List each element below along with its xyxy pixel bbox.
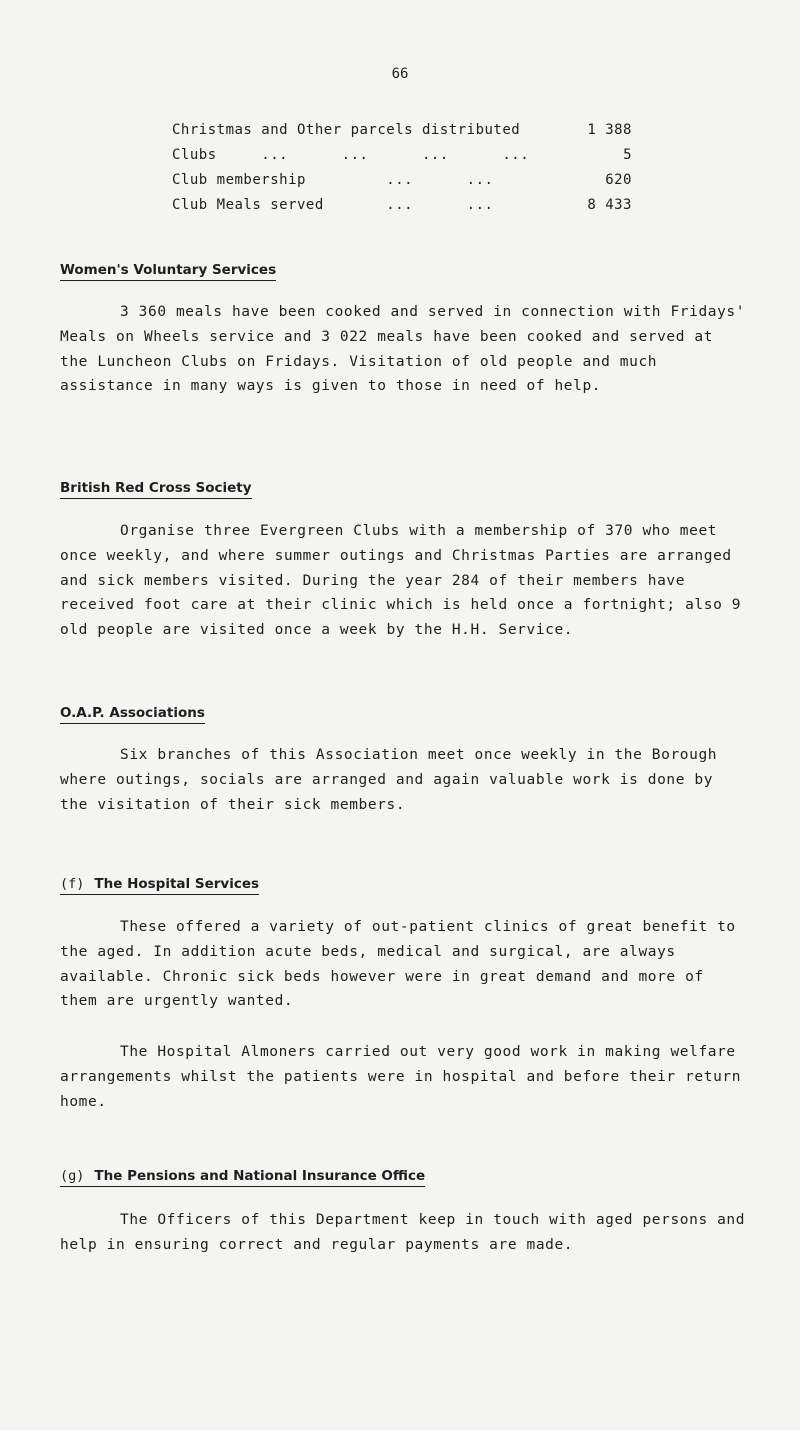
stat-label: Club membership ... ... bbox=[172, 172, 494, 188]
stat-value: 5 bbox=[623, 147, 632, 163]
statistics-table bbox=[172, 118, 632, 218]
section-heading-pensions-office bbox=[60, 1168, 425, 1187]
stat-value: 1 388 bbox=[587, 122, 632, 138]
paragraph-oap-associations: Six branches of this Association meet once weekly in the Borough where outings, socials are arranged and again valuable work is done by the visitation of their sick members. bbox=[60, 747, 718, 813]
stat-row bbox=[172, 143, 632, 168]
stat-value: 8 433 bbox=[587, 197, 632, 213]
paragraph-pensions-office: The Officers of this Department keep in touch with aged persons and help in ensuring correct and regular payments are made. bbox=[60, 1212, 746, 1253]
stat-label: Club Meals served ... ... bbox=[172, 197, 494, 213]
page-number: 66 bbox=[391, 66, 409, 82]
paragraph-hospital-services-1: These offered a variety of out-patient clinics of great benefit to the aged. In addition acute beds, medical and surgical, are always available. Chronic sick beds however were in great demand and more of them are urgently wanted. bbox=[60, 919, 736, 1010]
stat-value: 620 bbox=[605, 172, 632, 188]
section-heading-text: The Hospital Services bbox=[94, 876, 260, 892]
section-prefix: (f) bbox=[60, 876, 85, 892]
paragraph-womens-voluntary-services: 3 360 meals have been cooked and served in connection with Fridays' Meals on Wheels service and 3 022 meals have been cooked and served at the Luncheon Clubs on Fridays. Visitation of old people and much assistance in many ways is given to those in need of help. bbox=[60, 304, 746, 395]
section-heading-womens-voluntary-services: Women's Voluntary Services bbox=[60, 262, 276, 281]
section-prefix: (g) bbox=[60, 1168, 85, 1184]
paragraph-british-red-cross: Organise three Evergreen Clubs with a membership of 370 who meet once weekly, and where summer outings and Christmas Parties are arranged and sick members visited. During the year 284 of their members have received foot care at their clinic which is held once a fortnight; also 9 old people are visited once a week by the H.H. Service. bbox=[60, 523, 742, 639]
stat-row bbox=[172, 168, 632, 193]
section-heading-british-red-cross: British Red Cross Society bbox=[60, 480, 252, 499]
section-heading-oap-associations: O.A.P. Associations bbox=[60, 705, 205, 724]
paragraph-hospital-services-2: The Hospital Almoners carried out very good work in making welfare arrangements whilst the patients were in hospital and before their return home. bbox=[60, 1044, 742, 1110]
section-heading-text: The Pensions and National Insurance Office bbox=[94, 1168, 426, 1184]
stat-label: Christmas and Other parcels distributed bbox=[172, 122, 521, 138]
stat-row bbox=[172, 193, 632, 218]
section-heading-hospital-services bbox=[60, 876, 259, 895]
stat-label: Clubs ... ... ... ... bbox=[172, 147, 530, 163]
stat-row bbox=[172, 118, 632, 143]
